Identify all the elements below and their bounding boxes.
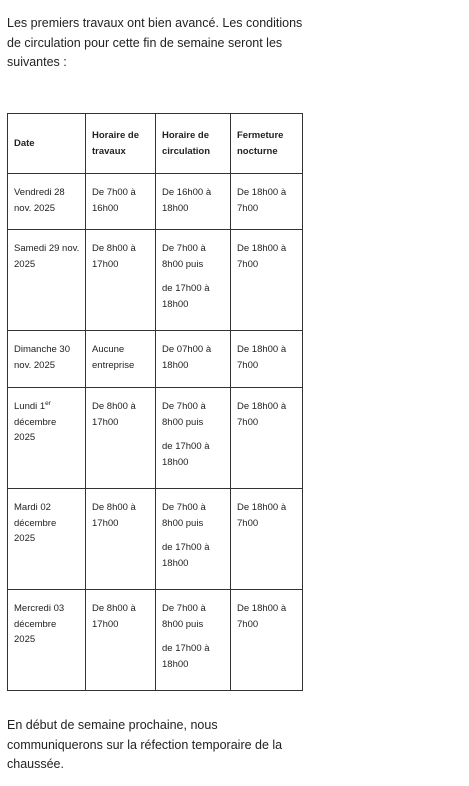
cell-date: Dimanche 30 nov. 2025 (8, 331, 86, 388)
table-row (8, 388, 303, 489)
table-row (8, 174, 303, 230)
cell-travaux: De 7h00 à 16h00 (86, 174, 156, 230)
circulation-line: De 07h00 à 18h00 (162, 344, 212, 371)
closing-paragraph: En début de semaine prochaine, nous communiquerons sur la réfection temporaire de la chaussée. (7, 718, 283, 771)
cell-travaux: De 8h00 à 17h00 (86, 489, 156, 590)
circulation-line: de 17h00 à 18h00 (162, 542, 210, 569)
cell-fermeture: De 18h00 à 7h00 (231, 331, 303, 388)
table-row (8, 489, 303, 590)
cell-fermeture: De 18h00 à 7h00 (231, 388, 303, 489)
table-row (8, 230, 303, 331)
table-header-row (8, 114, 303, 174)
date-prefix: Lundi 1 (14, 401, 46, 412)
cell-date: Mardi 02 décembre 2025 (8, 489, 86, 590)
circulation-line: De 7h00 à 8h00 puis (162, 401, 206, 428)
cell-circulation (156, 590, 231, 691)
cell-fermeture: De 18h00 à 7h00 (231, 230, 303, 331)
cell-circulation (156, 174, 231, 230)
circulation-line: De 7h00 à 8h00 puis (162, 603, 206, 630)
table-row (8, 590, 303, 691)
circulation-line: De 7h00 à 8h00 puis (162, 243, 206, 270)
cell-travaux: De 8h00 à 17h00 (86, 388, 156, 489)
cell-date: Samedi 29 nov. 2025 (8, 230, 86, 331)
cell-circulation (156, 230, 231, 331)
cell-fermeture: De 18h00 à 7h00 (231, 174, 303, 230)
cell-fermeture: De 18h00 à 7h00 (231, 489, 303, 590)
cell-circulation (156, 489, 231, 590)
circulation-line: de 17h00 à 18h00 (162, 441, 210, 468)
cell-travaux: De 8h00 à 17h00 (86, 230, 156, 331)
date-ordinal: er (45, 400, 51, 407)
circulation-line: De 7h00 à 8h00 puis (162, 502, 206, 529)
header-date: Date (8, 114, 86, 174)
header-horaire-circulation: Horaire de circulation (156, 114, 231, 174)
cell-circulation (156, 331, 231, 388)
circulation-line: De 16h00 à 18h00 (162, 187, 212, 214)
cell-circulation (156, 388, 231, 489)
table-row (8, 331, 303, 388)
cell-date (8, 388, 86, 489)
cell-fermeture: De 18h00 à 7h00 (231, 590, 303, 691)
circulation-line: de 17h00 à 18h00 (162, 643, 210, 670)
date-suffix: décembre 2025 (14, 416, 57, 443)
traffic-schedule-table (7, 113, 303, 691)
circulation-line: de 17h00 à 18h00 (162, 283, 210, 310)
cell-date: Mercredi 03 décembre 2025 (8, 590, 86, 691)
header-fermeture-nocturne: Fermeture nocturne (231, 114, 303, 174)
header-horaire-travaux: Horaire de travaux (86, 114, 156, 174)
cell-travaux: Aucune entreprise (86, 331, 156, 388)
cell-date: Vendredi 28 nov. 2025 (8, 174, 86, 230)
cell-travaux: De 8h00 à 17h00 (86, 590, 156, 691)
intro-paragraph: Les premiers travaux ont bien avancé. Les conditions de circulation pour cette fin de semaine seront les suivantes : (7, 16, 303, 69)
